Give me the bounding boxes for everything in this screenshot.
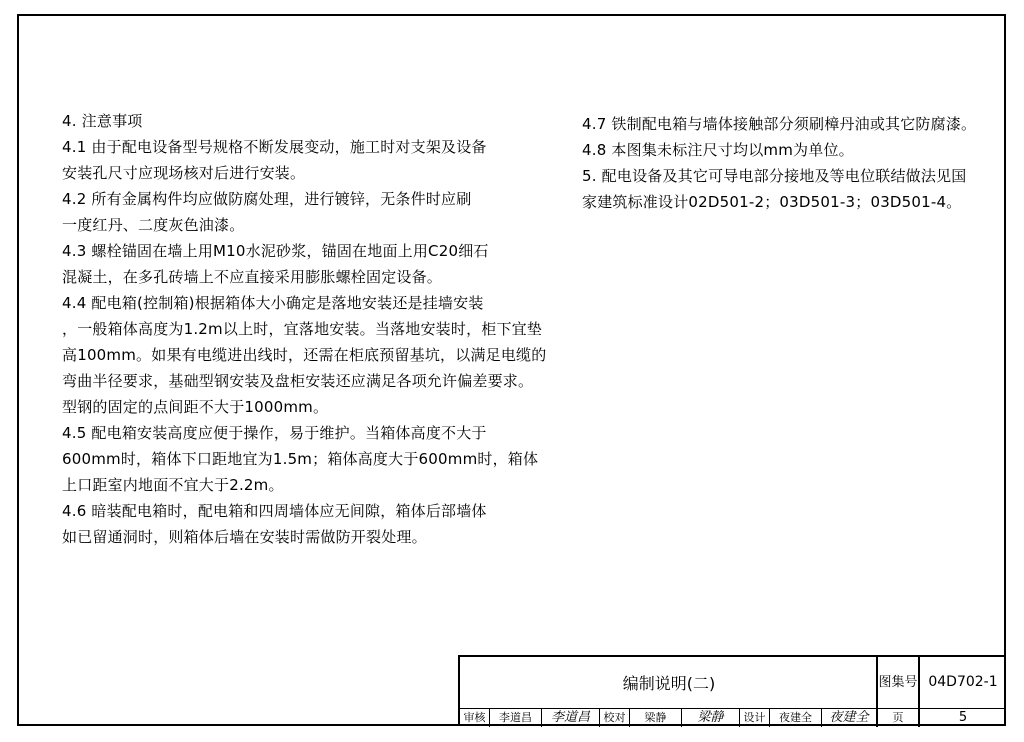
page-label: 页 — [878, 709, 920, 727]
text-line: 4.1 由于配电设备型号规格不断发展变动，施工时对支架及设备 — [62, 138, 487, 156]
atlas-number: 04D702-1 — [928, 674, 998, 690]
text-line: 上口距室内地面不宜大于2.2m。 — [62, 476, 284, 494]
text-line: ，一般箱体高度为1.2m以上时，宜落地安装。当落地安装时，柜下宜垫 — [62, 320, 543, 338]
text-line: 安装孔尺寸应现场核对后进行安装。 — [62, 164, 306, 182]
text-line: 4.2 所有金属构件均应做防腐处理，进行镀锌，无条件时应刷 — [62, 190, 472, 208]
reviewer-name: 李道昌 — [490, 709, 542, 727]
text-line: 4.6 暗装配电箱时，配电箱和四周墙体应无间隙，箱体后部墙体 — [62, 502, 487, 520]
page-number: 5 — [958, 710, 968, 725]
text-line: 如已留通洞时，则箱体后墙在安装时需做防开裂处理。 — [62, 528, 427, 546]
review-label: 审核 — [460, 709, 490, 727]
text-line: 型钢的固定的点间距不大于1000mm。 — [62, 398, 329, 416]
text-line: 4.5 配电箱安装高度应便于操作，易于维护。当箱体高度不大于 — [62, 424, 487, 442]
text-line: 4. 注意事项 — [62, 112, 143, 130]
check-label: 校对 — [600, 709, 630, 727]
designer-name: 夜建全 — [770, 709, 822, 727]
drawing-title: 编制说明(二) — [622, 674, 716, 693]
text-line: 一度红丹、二度灰色油漆。 — [62, 216, 245, 234]
text-line: 4.7 铁制配电箱与墙体接触部分须刷樟丹油或其它防腐漆。 — [582, 115, 977, 133]
text-line: 600mm时，箱体下口距地宜为1.5m；箱体高度大于600mm时，箱体 — [62, 450, 539, 468]
atlas-label: 图集号 — [878, 657, 920, 708]
checker-name: 梁静 — [630, 709, 682, 727]
signature-row — [460, 708, 1006, 727]
text-line: 5. 配电设备及其它可导电部分接地及等电位联结做法见国 — [582, 167, 967, 185]
text-line: 弯曲半径要求，基础型钢安装及盘柜安装还应满足各项允许偏差要求。 — [62, 372, 534, 390]
text-line: 4.4 配电箱(控制箱)根据箱体大小确定是落地安装还是挂墙安装 — [62, 294, 484, 312]
checker-signature: 梁静 — [682, 709, 740, 727]
text-line: 混凝土，在多孔砖墙上不应直接采用膨胀螺栓固定设备。 — [62, 268, 443, 286]
text-line: 家建筑标准设计02D501-2；03D501-3；03D501-4。 — [582, 193, 962, 211]
title-block — [458, 655, 1006, 726]
right-text-column — [582, 111, 976, 215]
text-line: 高100mm。如果有电缆进出线时，还需在柜底预留基坑，以满足电缆的 — [62, 346, 547, 364]
reviewer-signature: 李道昌 — [542, 709, 600, 727]
design-label: 设计 — [740, 709, 770, 727]
designer-signature: 夜建全 — [822, 709, 878, 727]
text-line: 4.3 螺栓锚固在墙上用M10水泥砂浆，锚固在地面上用C20细石 — [62, 242, 489, 260]
text-line: 4.8 本图集未标注尺寸均以mm为单位。 — [582, 141, 854, 159]
title-block-main — [460, 657, 878, 708]
left-text-column — [62, 108, 546, 550]
